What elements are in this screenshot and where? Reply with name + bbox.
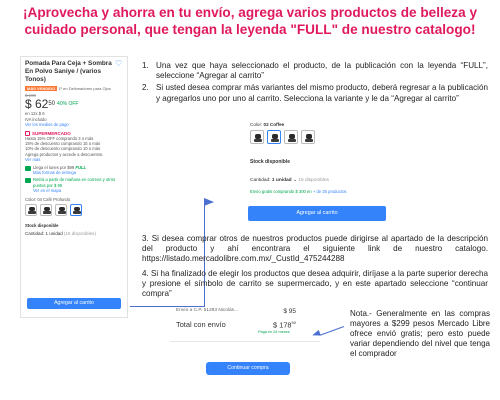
color-swatch[interactable] — [25, 204, 37, 216]
chevron-down-icon: ⌄ — [292, 178, 297, 183]
product-title: Pomada Para Ceja + Sombra En Polvo Saniye / (varios Tonos) — [25, 60, 112, 83]
price-main: $ 62 — [25, 97, 49, 111]
quantity-row[interactable] — [25, 231, 123, 236]
cart-icon — [25, 131, 30, 136]
pickup-icon — [25, 178, 31, 183]
discount-label: 40% OFF — [57, 101, 79, 108]
full-label: FULL — [75, 164, 87, 170]
free-shipping-note — [250, 189, 347, 194]
product-card — [20, 56, 128, 318]
variant-qty-value: 1 unidad — [271, 178, 292, 183]
variant-stock: Stock disponible — [250, 159, 291, 165]
step-number: 1. — [142, 61, 149, 70]
supermercado-text: SUPERMERCADO — [32, 130, 71, 136]
pickup-row — [25, 177, 123, 193]
delivery-options-link[interactable]: Más formas de entrega — [33, 169, 77, 175]
variant-swatch-selected[interactable] — [267, 130, 281, 144]
variant-qty-label: Cantidad: — [250, 178, 271, 183]
variant-color-line — [250, 122, 284, 127]
step-4-paragraph: 4. Si ha finalizado de elegir los productos que desea adquirir, diríjase a la parte superior derecha y presione el símbolo de carrito se supermercado, y en este apartado seleccione “continuar compra” — [142, 269, 488, 299]
truck-icon — [25, 166, 31, 171]
color-swatch[interactable] — [55, 204, 67, 216]
add-to-cart-button[interactable]: Agregar al carrito — [27, 298, 121, 309]
steps-list — [142, 61, 488, 106]
super-line: 10% de descuento comprando 10 o más — [25, 146, 101, 152]
variant-color-value: 02 Coffee — [263, 122, 285, 127]
bestseller-badge: MÁS VENDIDO — [27, 86, 56, 91]
variant-add-to-cart-button[interactable]: Agregar al carrito — [248, 206, 386, 221]
stock-label: Stock disponible — [25, 223, 59, 229]
delivery-row — [25, 165, 123, 176]
delivery-main: Llega el lunes por $99 — [33, 164, 75, 170]
color-swatches — [25, 204, 123, 216]
variant-quantity[interactable] — [250, 178, 329, 183]
step-text: Una vez que haya seleccionado el producto, de la publicación con la leyenda “FULL”, seleccione “Agregar al carrito” — [156, 61, 488, 81]
divider — [170, 341, 320, 342]
step-item — [142, 83, 488, 103]
old-price: $ 105 — [25, 93, 36, 98]
qty-available: (15 disponibles) — [64, 231, 96, 237]
variant-swatch[interactable] — [284, 130, 298, 144]
headline: ¡Aprovecha y ahorra en tu envío, agrega varios productos de belleza y cuidado personal, que tengan la leyenda "FULL" de nuestro catalogo! — [22, 5, 478, 37]
total-row — [176, 320, 296, 329]
pickup-text: Retirá a partir de mañana en correos y otros puntos por $ 99 — [33, 177, 116, 188]
super-line: Hasta 15% OFF comprando 3 o más — [25, 135, 94, 141]
step-item — [142, 61, 488, 81]
variant-swatch[interactable] — [250, 130, 264, 144]
super-line: Agrega productos y accede a descuentos. — [25, 151, 104, 157]
map-link[interactable]: Ver en el mapa — [33, 188, 62, 194]
note-arrow — [319, 326, 344, 336]
color-swatch[interactable] — [40, 204, 52, 216]
step-text: Si usted desea comprar más variantes del mismo producto, deberá regresar a la publicación y agregarlos uno por uno al carrito. Selecciona la variante y le da “Agregar al carrito” — [156, 83, 488, 103]
heart-icon[interactable]: ♡ — [115, 59, 123, 68]
color-label: Color: 04 Café Profundo — [25, 196, 71, 202]
variant-panel — [246, 112, 392, 230]
bestseller-row — [25, 86, 123, 91]
installments: en 12x $ 6 — [25, 111, 45, 117]
tax-note: IVA incluido — [25, 116, 47, 122]
variant-color-label: Color: — [250, 122, 263, 127]
variant-swatches — [250, 130, 315, 144]
note-text: Nota.- Generalmente en las compras mayores a $299 pesos Mercado Libre ofrece envió gratis; pero esto puede variar dependiendo del nivel que tenga el comprador — [350, 309, 490, 359]
free-shipping-text: Envío gratis comprando $ 300 en — [250, 189, 312, 194]
qty-label: Cantidad: 1 unidad — [25, 231, 63, 237]
step-3-paragraph: 3. Si desea comprar otros de nuestros productos puede dirigirse al apartado de la descripción del producto y ahí encontrara el siguiente link de nuestro catalogo. https://listado.mercadolibre.com.mx/_CustId_475244288 — [142, 234, 488, 264]
super-line: 15% de descuento comprando 15 o más — [25, 140, 101, 146]
price-cents: 50 — [48, 101, 56, 107]
shipping-row — [176, 308, 296, 313]
shipping-label: Envío a C.P. 51283 Nicolás... — [176, 308, 239, 313]
super-more-link[interactable]: Ver más — [25, 157, 41, 163]
total-value: $ $178^{50}$ — [273, 320, 296, 330]
continue-purchase-button[interactable]: Continuar compra — [206, 362, 290, 375]
cart-summary — [170, 308, 320, 378]
step-number: 2. — [142, 83, 149, 93]
connector-arrow — [130, 306, 204, 307]
payment-methods-link[interactable]: Ver los medios de pago — [25, 122, 69, 128]
bestseller-text: 1º en Delineadores para Ojos — [58, 86, 111, 91]
variant-swatch[interactable] — [301, 130, 315, 144]
total-label: Total con envío — [176, 320, 226, 329]
price — [25, 98, 123, 111]
arrow-head-icon — [204, 198, 214, 206]
pay-note: Pagá en 24 meses — [258, 330, 290, 334]
color-swatch-selected[interactable] — [70, 204, 82, 216]
variant-qty-available: 15 disponibles — [298, 178, 330, 183]
shipping-value: $ 95 — [283, 308, 296, 315]
more-products-link[interactable]: + de 35 productos — [312, 189, 347, 194]
